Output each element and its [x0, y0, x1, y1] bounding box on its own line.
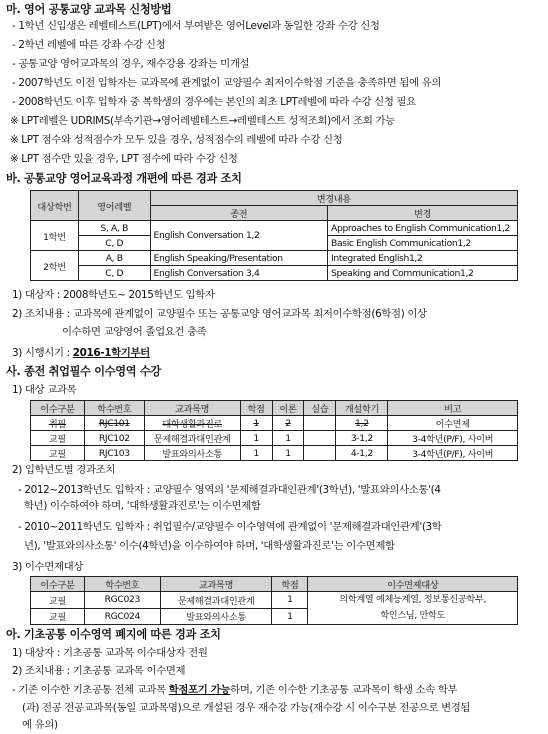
col-header-target-year: 대상학번 — [31, 191, 79, 221]
cell: 취필 — [31, 416, 85, 431]
a-line-3-start: - 기존 이수한 기초공통 전체 교과목 — [12, 684, 169, 696]
cell: 교필 — [31, 592, 85, 609]
table-row — [31, 221, 518, 236]
cell: RJC102 — [84, 431, 144, 446]
cell: 1 — [240, 416, 272, 431]
section-ma-heading: 마. 영어 공통교양 교과목 신청방법 — [6, 3, 172, 16]
col-header: 이수구분 — [31, 401, 85, 416]
ma-note-2: ※ LPT 점수와 성적점수가 모두 있을 경우, 성적점수의 레벨에 따라 수강 신청 — [10, 134, 343, 146]
ma-line-4: - 2007학년도 이전 입학자는 교과목에 관계없이 교양필수 최저이수학점 기준을 충족하면 됨에 유의 — [12, 77, 442, 89]
ba-item-3 — [12, 347, 150, 360]
after-cell: Speaking and Communication1,2 — [328, 266, 518, 281]
col-header: 학점 — [240, 401, 272, 416]
section-sa-heading: 사. 종전 취업필수 이수영역 수강 — [6, 365, 161, 378]
year-cell: 1학번 — [31, 221, 79, 251]
cell: 3-4학년(P/F), 사이버 — [388, 446, 518, 461]
cell: 1 — [272, 608, 308, 625]
section-a-heading: 아. 기초공통 이수영역 폐지에 따른 경과 조치 — [6, 628, 221, 641]
ma-note-1: ※ LPT레벨은 UDRIMS(부속기관→영어레벨테스트→레벨테스트 성적조회)에서 조회 가능 — [10, 115, 395, 127]
cell: 1,2 — [336, 416, 388, 431]
ma-line-5: - 2008학년도 이후 입학자 중 복학생의 경우에는 본인의 최초 LPT레벨에 따라 수강 신청 필요 — [12, 96, 416, 108]
before-cell: English Conversation 1,2 — [150, 221, 328, 251]
curriculum-change-table — [30, 190, 518, 281]
cell: 3-4학년(P/F), 사이버 — [388, 431, 518, 446]
exemption-target-cell — [308, 592, 518, 625]
col-header: 이수구분 — [31, 577, 85, 592]
col-header: 실습 — [304, 401, 336, 416]
cell: 1 — [272, 592, 308, 609]
a-line-4: (과) 전공 전공교과목(동일 교과목명)으로 개설된 경우 재수강 가능(재수강 시 이수구분 전공으로 변경됨 — [22, 702, 471, 714]
cell: 대학생활과진로 — [144, 416, 240, 431]
cell — [304, 446, 336, 461]
cell: RJC103 — [84, 446, 144, 461]
col-header-change: 변경내용 — [150, 191, 517, 206]
col-header: 개설학기 — [336, 401, 388, 416]
a-line-2: 2) 조치내용 : 기초공통 교과목 이수면제 — [12, 665, 186, 677]
sa-sub-3: 3) 이수면제대상 — [12, 561, 84, 573]
cell — [304, 431, 336, 446]
level-cell: C, D — [78, 236, 150, 251]
col-header: 학수번호 — [84, 577, 160, 592]
ma-line-3: - 공통교양 영어교과목의 경우, 재수강용 강좌는 미개설 — [12, 58, 250, 70]
course-table — [30, 400, 518, 461]
cell — [304, 416, 336, 431]
cell: RGC023 — [84, 592, 160, 609]
exemption-table — [30, 576, 518, 625]
sa-sub-2: 2) 입학년도별 경과조치 — [12, 464, 116, 476]
level-cell: C, D — [78, 266, 150, 281]
cell: 3-1,2 — [336, 431, 388, 446]
ba-item-1: 1) 대상자 : 2008학년도~ 2015학년도 입학자 — [12, 289, 215, 301]
cell: 발표와의사소통 — [144, 446, 240, 461]
ma-line-2: - 2학년 레벨에 따른 강좌 수강 신청 — [12, 39, 166, 51]
ma-line-1: - 1학년 신입생은 레벨테스트(LPT)에서 부여받은 영어Level과 동일한 강좌 수강 신청 — [12, 20, 380, 32]
sa-para-2-cont: 년), '발표와의사소통' 이수(4학년)을 이수하여야 하며, '대학생활과진로'는 이수면제함 — [24, 540, 395, 552]
cell: 교필 — [31, 608, 85, 625]
a-line-3 — [12, 684, 457, 697]
cell: 2 — [272, 416, 304, 431]
table-row — [31, 592, 518, 609]
sa-para-1-cont: 학년) 이수하여야 하며, '대학생활과진로'는 이수면제함 — [24, 500, 261, 512]
ba-item-3-label: 3) 시행시기 : — [12, 347, 73, 359]
cell: 1 — [240, 446, 272, 461]
cell: 문제해결과대인관계 — [160, 592, 272, 609]
cell: 이수면제 — [388, 416, 518, 431]
year-cell: 2학번 — [31, 251, 79, 281]
section-ba-heading: 바. 공통교양 영어교육과정 개편에 따른 경과 조치 — [6, 172, 242, 185]
cell: 발표와의사소통 — [160, 608, 272, 625]
table-row — [31, 416, 518, 431]
col-header: 비고 — [388, 401, 518, 416]
cell: 1 — [272, 431, 304, 446]
cell: 4-1,2 — [336, 446, 388, 461]
before-cell: English Conversation 3,4 — [150, 266, 328, 281]
col-header-after: 변경 — [328, 206, 518, 221]
col-header: 이수면제대상 — [308, 577, 518, 592]
table-row — [31, 251, 518, 266]
a-line-3-emphasis: 학점포기 가능 — [168, 684, 231, 696]
cell: 교필 — [31, 431, 85, 446]
col-header: 학수번호 — [84, 401, 144, 416]
col-header-level: 영어레벨 — [78, 191, 150, 221]
sa-sub-1: 1) 대상 교과목 — [12, 384, 77, 396]
cell: 1 — [240, 431, 272, 446]
cell: 1 — [272, 446, 304, 461]
level-cell: A, B — [78, 251, 150, 266]
cell: 교필 — [31, 446, 85, 461]
a-line-5: 에 유의) — [22, 719, 58, 731]
after-cell: Basic English Communication1,2 — [328, 236, 518, 251]
cell: RJC101 — [84, 416, 144, 431]
exemption-target-line-2: 학인스님, 만학도 — [380, 610, 446, 621]
ba-item-3-value: 2016-1학기부터 — [72, 347, 150, 359]
ma-note-3: ※ LPT 점수만 있을 경우, LPT 점수에 따라 수강 신청 — [10, 153, 238, 165]
col-header: 교과목명 — [144, 401, 240, 416]
after-cell: Approaches to English Communication1,2 — [328, 221, 518, 236]
col-header-before: 종전 — [150, 206, 328, 221]
sa-para-1: - 2012~2013학년도 입학자 : 교양필수 영역의 '문제해결과대인관계'(3학년), '발표와의사소통'(4 — [18, 484, 441, 496]
table-row — [31, 446, 518, 461]
col-header: 이론 — [272, 401, 304, 416]
table-row — [31, 266, 518, 281]
after-cell: Integrated English1,2 — [328, 251, 518, 266]
a-line-1: 1) 대상자 : 기초공통 교과목 이수대상자 전원 — [12, 647, 208, 659]
col-header: 학점 — [272, 577, 308, 592]
col-header: 교과목명 — [160, 577, 272, 592]
exemption-target-line-1: 의학계열 예체능계열, 정보통신공학부, — [339, 594, 487, 605]
ba-item-2: 2) 조치내용 : 교과목에 관계없이 교양필수 또는 공통교양 영어교과목 최저이수학점(6학점) 이상 — [12, 308, 427, 320]
ba-item-2-cont: 이수하면 교양영어 졸업요건 충족 — [62, 326, 207, 338]
level-cell: S, A, B — [78, 221, 150, 236]
cell: RGC024 — [84, 608, 160, 625]
before-cell: English Speaking/Presentation — [150, 251, 328, 266]
a-line-3-end: 하며, 기존 이수한 기초공통 교과목이 학생 소속 학부 — [230, 684, 458, 696]
cell: 문제해결과대인관계 — [144, 431, 240, 446]
sa-para-2: - 2010~2011학년도 입학자 : 취업필수/교양필수 이수영역에 관계없이 '문제해결과대인관계'(3학 — [18, 521, 442, 533]
table-row — [31, 431, 518, 446]
